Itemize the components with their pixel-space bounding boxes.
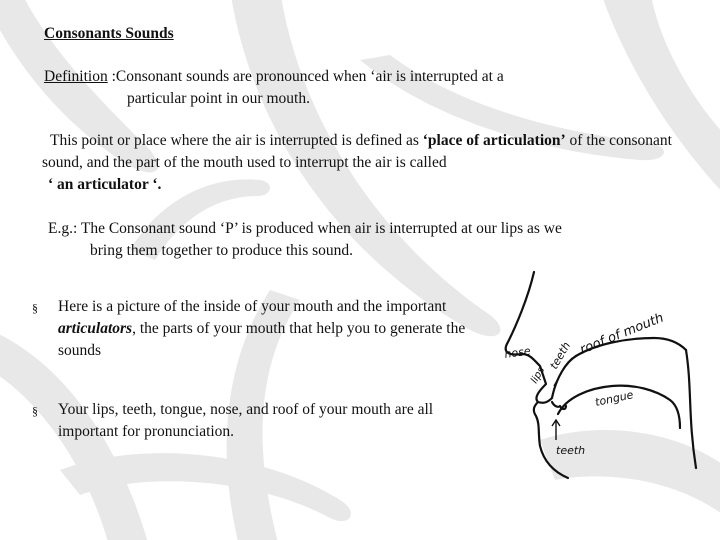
definition-continuation: particular point in our mouth. [127, 90, 310, 107]
diagram-label-lips: lips [529, 365, 548, 386]
definition-text: :Consonant sounds are pronounced when ‘air is interrupted at a [107, 68, 504, 85]
definition-line [44, 66, 604, 88]
slide-title: Consonants Sounds [44, 25, 174, 42]
throat-line [686, 350, 696, 468]
paragraph-text-start: This point or place where the air is interrupted is defined as [50, 132, 423, 149]
bullet-emphasis-articulators: articulators [58, 320, 133, 337]
example-line: E.g.: The Consonant sound ‘P’ is produced when air is interrupted at our lips as we [48, 220, 562, 237]
bullet-item [58, 399, 478, 443]
lower-jaw-outline [534, 402, 568, 478]
bullet-marker: § [32, 404, 38, 418]
upper-teeth-arrow [554, 372, 562, 386]
bullet-marker: § [32, 301, 38, 315]
bullet-text: Your lips, teeth, tongue, nose, and roof of your mouth are all important for pronunciation. [58, 401, 434, 440]
term-articulator: ‘ an articulator ‘. [48, 176, 162, 193]
example-continuation: bring them together to produce this sound. [90, 242, 354, 259]
diagram-label-teeth-upper: teeth [547, 339, 574, 372]
paragraph-text-middle: of the consonant sound, and the part of the mouth used to interrupt the air is called [42, 132, 672, 171]
diagram-label-teeth-lower: teeth [556, 444, 586, 457]
term-place-of-articulation: ‘place of articulation’ [422, 132, 566, 149]
diagram-label-nose: nose [503, 344, 532, 361]
definition-label: Definition [44, 68, 108, 85]
bullet-text-end: , the parts of your mouth that help you to generate the sounds [58, 320, 466, 359]
diagram-label-tongue: tongue [593, 388, 635, 409]
bullet-item [58, 296, 478, 362]
articulation-paragraph [42, 130, 682, 196]
face-profile-outline [503, 272, 576, 403]
mouth-articulators-diagram [496, 268, 716, 500]
bullet-text: Here is a picture of the inside of your mouth and the important [58, 298, 447, 315]
diagram-label-roof-of-mouth: roof of mouth [577, 310, 666, 358]
